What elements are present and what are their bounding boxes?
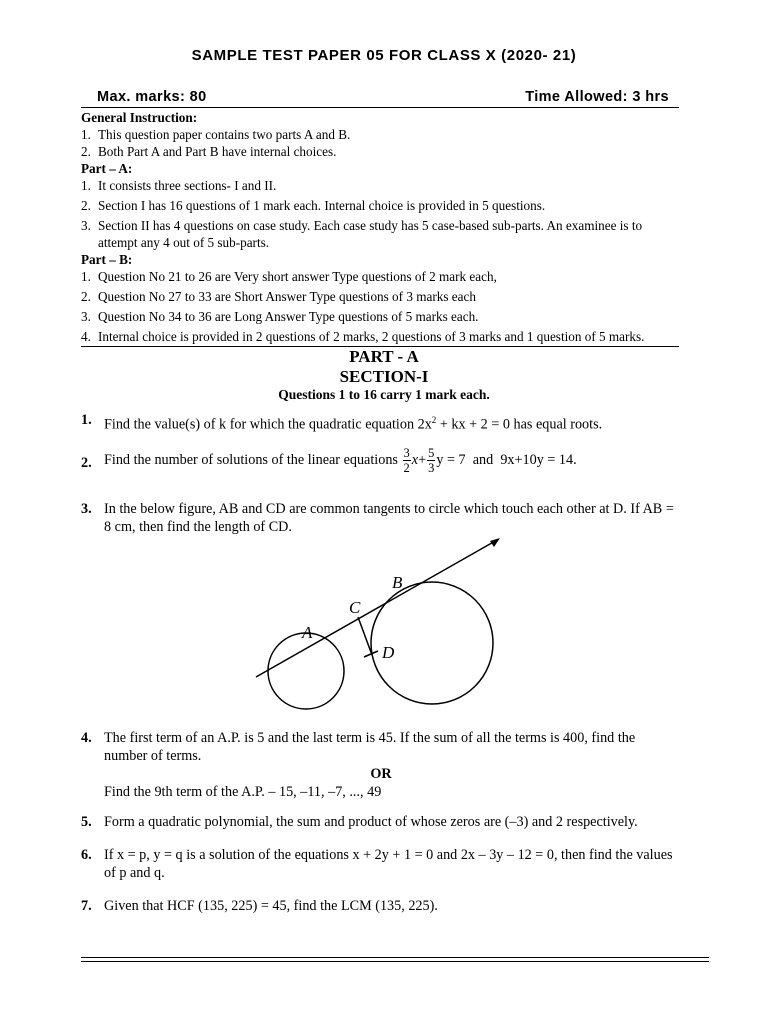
question-number: 6. (81, 847, 92, 863)
general-instruction-heading: General Instruction: (81, 110, 198, 125)
instruction-item: 1. It consists three sections- I and II. (81, 178, 277, 193)
header-divider (81, 107, 679, 108)
question-7: 7. Given that HCF (135, 225) = 45, find the LCM (135, 225). (81, 898, 438, 914)
fraction: $\frac{5}{3}$ (428, 446, 435, 475)
question-3: 3. In the below figure, AB and CD are common tangents to circle which touch each other at D. If AB = 8 cm, then find the length of CD. (81, 501, 674, 535)
instruction-item: 1. This question paper contains two parts A and B. (81, 127, 351, 142)
question-number: 5. (81, 814, 92, 830)
label-a: A (302, 623, 313, 642)
label-d: D (382, 643, 395, 662)
max-marks: Max. marks: 80 (97, 89, 207, 105)
or-separator: OR (370, 766, 392, 782)
question-number: 7. (81, 898, 92, 914)
tangent-segment-cd (358, 617, 372, 655)
question-1: 1. Find the value(s) of k for which the quadratic equation $2x^2$ + kx + 2 = 0 has equal roots. (81, 412, 603, 433)
question-2: 2. Find the number of solutions of the linear equations $\frac{3}{2}$ x+ $\frac{5}{3}$ y = 7 and 9x+10y = 14. (81, 446, 577, 475)
instruction-item: 4. Internal choice is provided in 2 questions of 2 marks, 2 questions of 3 marks and 1 question of 5 marks. (81, 329, 645, 344)
section-heading: SECTION-I (339, 367, 429, 386)
instruction-item: 3. Section II has 4 questions on case study. Each case study has 5 case-based sub-parts. An examinee is to attempt any 4 out of 5 sub-parts. (81, 218, 643, 250)
question-4: 4. The first term of an A.P. is 5 and the last term is 45. If the sum of all the terms is 400, find the number of terms. OR Find the 9th term of the A.P. – 15, –11, –7, ..., 49 (81, 729, 681, 801)
tangent-line-ab (256, 540, 497, 677)
alternate-question: Find the 9th term of the A.P. – 15, –11, –7, ..., 49 (104, 784, 382, 800)
arrowhead-icon (490, 538, 500, 547)
question-5: 5. Form a quadratic polynomial, the sum and product of whose zeros are (–3) and 2 respectively. (81, 814, 638, 830)
question-number: 3. (81, 501, 92, 517)
part-a-heading: Part – A: (81, 161, 133, 176)
part-b-heading: Part – B: (81, 252, 133, 267)
footer-rule (81, 957, 709, 958)
footer-rule (81, 961, 709, 962)
small-circle (268, 633, 344, 709)
instruction-item: 2. Section I has 16 questions of 1 mark each. Internal choice is provided in 5 questions. (81, 198, 546, 213)
instructions-block (81, 109, 681, 345)
time-allowed: Time Allowed: 3 hrs (525, 89, 669, 105)
section-subtitle: Questions 1 to 16 carry 1 mark each. (278, 387, 490, 402)
fraction: $\frac{3}{2}$ (403, 446, 410, 475)
question-number: 2. (81, 455, 92, 471)
instruction-item: 2. Both Part A and Part B have internal choices. (81, 144, 337, 159)
label-c: C (349, 598, 361, 617)
instruction-item: 3. Question No 34 to 36 are Long Answer Type questions of 5 marks each. (81, 309, 479, 324)
instruction-item: 1. Question No 21 to 26 are Very short answer Type questions of 2 mark each, (81, 269, 497, 284)
question-number: 4. (81, 730, 92, 746)
question-number: 1. (81, 412, 92, 428)
instruction-item: 2. Question No 27 to 33 are Short Answer Type questions of 3 marks each (81, 289, 476, 304)
tangent-circles-figure (244, 531, 508, 711)
label-b: B (392, 573, 403, 592)
part-heading: PART - A (349, 347, 419, 366)
question-6: 6. If x = p, y = q is a solution of the equations x + 2y + 1 = 0 and 2x – 3y – 12 = 0, then find the values of p and q. (81, 847, 673, 881)
paper-title: SAMPLE TEST PAPER 05 FOR CLASS X (2020- 21) (191, 47, 577, 64)
